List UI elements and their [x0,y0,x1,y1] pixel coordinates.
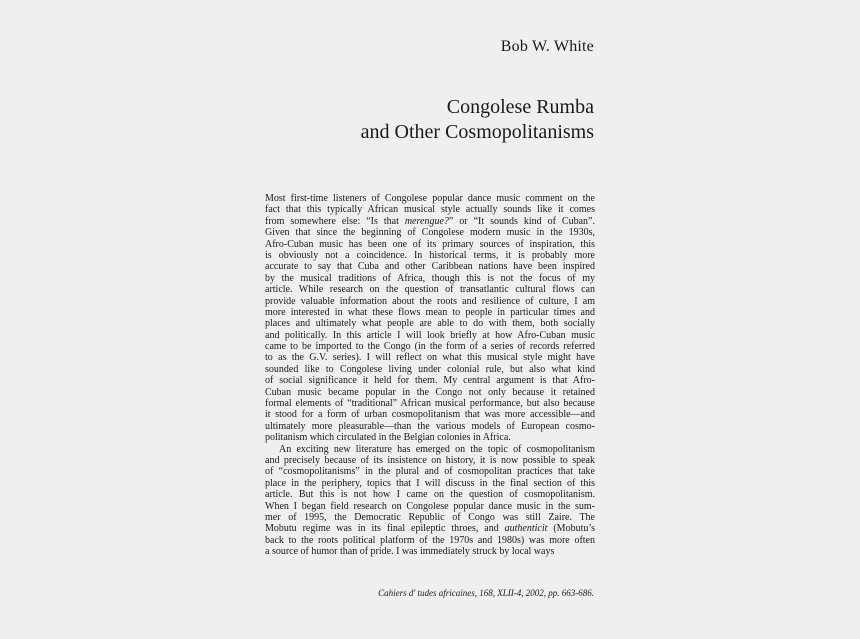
title-line-1: Congolese Rumba [446,96,594,118]
text-line: accurate to say that Cuba and other Caribbean nations have been inspired [265,261,595,273]
italic-term: authenticit [504,523,548,535]
text-line: by the musical traditions of Africa, though this is not the focus of my [265,272,595,284]
text-line: more interested in what these flows mean to people in particular times and [265,306,595,318]
text-line: An exciting new literature has emerged on the topic of cosmopolitanism [279,443,595,455]
text-line: from somewhere else: “Is that merengue?” or “It sounds kind of Cuban”. [265,215,595,227]
text-line: Given that since the beginning of Congolese modern music in the 1930s, [265,227,595,239]
text-line: of social significance it held for them. My central argument is that Afro- [265,375,595,387]
article-title [361,95,594,145]
text-line: ultimately more pleasurable—than the various models of European cosmo- [265,420,595,432]
text-line: When I began field research on Congolese popular dance music in the sum- [265,500,595,512]
text-line: formal elements of “traditional” African musical performance, but also because [265,398,595,410]
text-line: places and ultimately what people are able to do with them, both socially [265,318,595,330]
text-line: to as the G.V. series). I will reflect on what this musical style might have [265,352,595,364]
paragraph-2 [265,444,595,558]
italic-term: merengue? [404,215,449,227]
text-line: article. But this is not how I came on the question of cosmopolitanism. [265,489,595,501]
text-line: Most first-time listeners of Congolese popular dance music comment on the [265,193,595,204]
text-line: is obviously not a coincidence. In historical terms, it is probably more [265,249,595,261]
text-line: sounded like to Congolese living under colonial rule, but also what kind [265,363,595,375]
text-line: place in the periphery, topics that I will discuss in the final section of this [265,477,595,489]
article-body [265,193,595,558]
text-line: provide valuable information about the roots and resilience of culture, I am [265,295,595,307]
text-line: article. While research on the question of transatlantic cultural flows can [265,284,595,296]
title-line-2: and Other Cosmopolitanisms [360,121,594,143]
text-line: came to be imported to the Congo (in the form of a series of records referred [265,341,595,353]
text-line: Afro-Cuban music has been one of its primary sources of inspiration, this [265,238,595,250]
text-line: Mobutu regime was in its final epileptic throes, and authenticit (Mobutu’s [265,523,596,535]
text-line: a source of humor than of pride. I was immediately struck by local ways [265,546,555,558]
text-line: and politically. In this article I will look briefly at how Afro-Cuban music [265,329,595,341]
text-line: it stood for a form of urban cosmopolitanism that was more accessible—and [265,409,595,421]
text-line: back to the roots political platform of the 1970s and 1980s) was more often [265,534,595,546]
text-line: Cuban music became popular in the Congo not only because it retained [265,386,595,398]
text-line: fact that this typically African musical style actually sounds like it comes [265,204,595,216]
author-name: Bob W. White [500,38,594,55]
paragraph-1 [265,193,595,444]
text-line: mer of 1995, the Democratic Republic of Congo was still Zaire. The [265,511,595,523]
journal-citation: Cahiers d' tudes africaines, 168, XLII-4, 2002, pp. 663-686. [378,588,594,598]
text-line: and precisely because of its insistence on history, it is now possible to speak [265,454,595,466]
text-line: politanism which circulated in the Belgian colonies in Africa. [265,432,511,444]
text-line: of “cosmopolitanisms” in the plural and of cosmopolitan practices that take [265,466,595,478]
